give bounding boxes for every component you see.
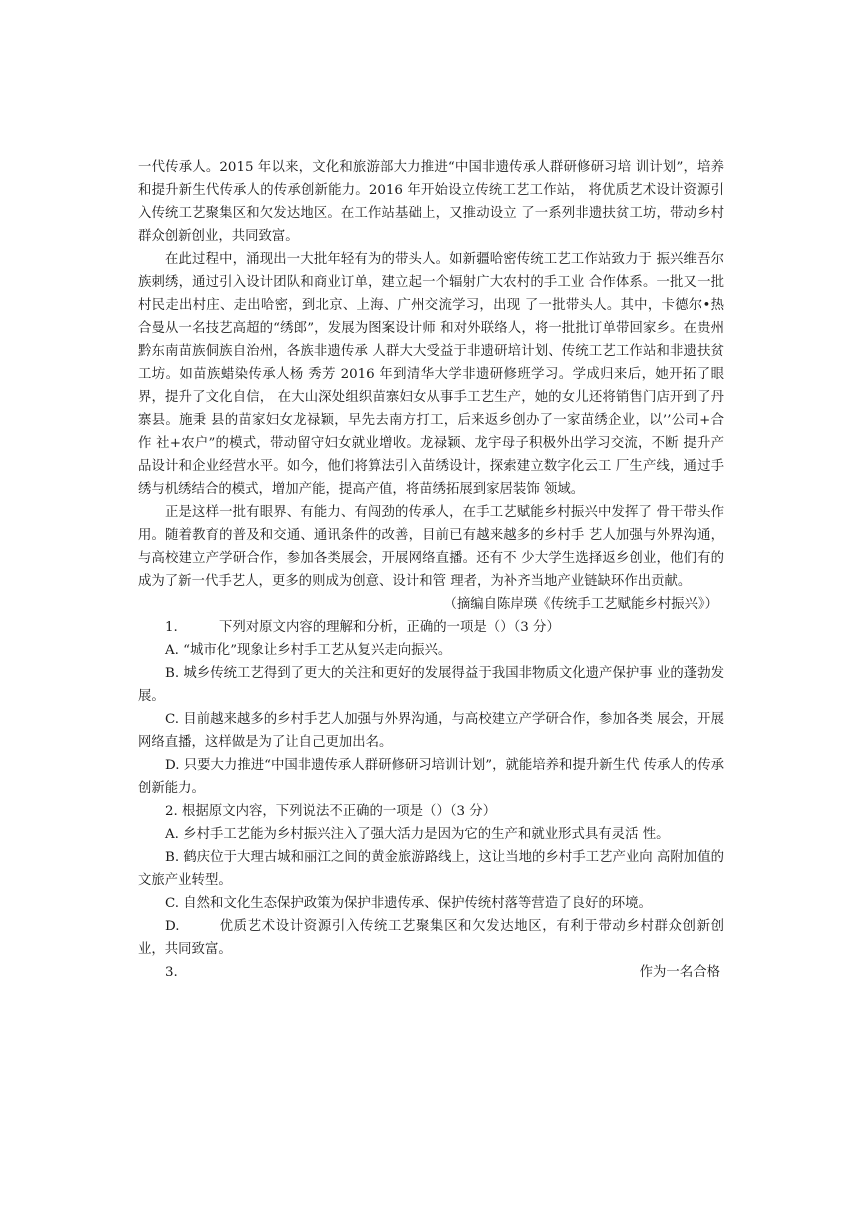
question-2-option-d (138, 915, 724, 961)
question-1-option-c: C. 目前越来越多的乡村手艺人加强与外界沟通，与高校建立产学研合作，参加各类 展会，开展网络直播，这样做是为了让自己更加出名。 (138, 712, 724, 750)
question-1-option-a: A. “城市化”现象让乡村手工艺从复兴走向振兴。 (165, 643, 452, 658)
question-1-text: 下列对原文内容的理解和分析，正确的一项是（）（3 分） (219, 620, 560, 635)
question-2-option-d-label: D. (165, 919, 180, 934)
question-1-stem (138, 616, 724, 639)
question-2-option-c: C. 自然和文化生态保护政策为保护非遗传承、保护传统村落等营造了良好的环境。 (165, 896, 652, 911)
question-3-number: 3. (165, 965, 178, 980)
passage-source: （摘编自陈岸瑛《传统手工艺赋能乡村振兴》） (443, 597, 718, 612)
question-1-option-d: D. 只要大力推进“中国非遗传承人群研修研习培训计划”，就能培养和提升新生代 传承人的传承创新能力。 (138, 758, 724, 796)
document-page (138, 156, 724, 984)
question-1-number: 1. (165, 620, 178, 635)
question-1-option-b: B. 城乡传统工艺得到了更大的关注和更好的发展得益于我国非物质文化遗产保护事 业的蓬勃发展。 (138, 666, 724, 704)
question-2-option-a: A. 乡村手工艺能为乡村振兴注入了强大活力是因为它的生产和就业形式具有灵活 性。 (165, 827, 670, 842)
question-2-option-b: B. 鹤庆位于大理古城和丽江之间的黄金旅游路线上，这让当地的乡村手工艺产业向 高附加值的文旅产业转型。 (138, 850, 724, 888)
passage-paragraph-2: 在此过程中，涌现出一大批年轻有为的带头人。如新疆哈密传统工艺工作站致力于 振兴维吾尔族刺绣，通过引入设计团队和商业订单，建立起一个辐射广大农村的手工业 合作体系。一批又一批村民走出村庄、走出哈密，到北京、上海、广州交流学习，出现 了一批带头人。其中，卡德尔•热合曼从一名技艺高超的“绣郎”，发展为图案设计师 和对外联络人，将一批批订单带回家乡。在贵州黔东南苗族侗族自治州，各族非遗传承 人群大大受益于非遗研培计划、传统工艺工作站和非遗扶贫工坊。如苗族蜡染传承人杨 秀芳 2016 年到清华大学非遗研修班学习。学成归来后，她开拓了眼界，提升了文化自信， 在大山深处组织苗寨妇女从事手工艺生产，她的女儿还将销售门店开到了丹寨县。施秉 县的苗家妇女龙禄颖，早先去南方打工，后来返乡创办了一家苗绣企业，以’’公司+合作 社+农户”的模式，带动留守妇女就业增收。龙禄颖、龙宇母子积极外出学习交流，不断 提升产品设计和企业经营水平。如今，他们将算法引入苗绣设计，探索建立数字化云工 厂生产线，通过手绣与机绣结合的模式，增加产能，提高产值，将苗绣拓展到家居装饰 领域。 (138, 252, 724, 497)
passage-paragraph-3: 正是这样一批有眼界、有能力、有闯劲的传承人，在手工艺赋能乡村振兴中发挥了 骨干带头作用。随着教育的普及和交通、通讯条件的改善，目前已有越来越多的乡村手 艺人加强与外界沟通，与高校建立产学研合作，参加各类展会，开展网络直播。还有不 少大学生选择返乡创业，他们有的成为了新一代手艺人，更多的则成为创意、设计和管 理者，为补齐当地产业链缺环作出贡献。 (138, 505, 724, 589)
passage-paragraph-1: 一代传承人。2015 年以来，文化和旅游部大力推进“中国非遗传承人群研修研习培 训计划”，培养和提升新生代传承人的传承创新能力。2016 年开始设立传统工艺工作站， 将优质艺术设计资源引入传统工艺聚集区和欠发达地区。在工作站基础上，又推动设立 了一系列非遗扶贫工坊，带动乡村群众创新创业，共同致富。 (138, 160, 724, 244)
question-2-stem: 2. 根据原文内容，下列说法不正确的一项是（）（3 分） (165, 804, 497, 819)
question-3-text: 作为一名合格 (639, 965, 720, 980)
question-3-stem (138, 961, 724, 984)
question-2-option-d-text: 优质艺术设计资源引入传统工艺聚集区和欠发达地区，有利于带动乡村群众创新创业，共同致富。 (138, 919, 724, 957)
